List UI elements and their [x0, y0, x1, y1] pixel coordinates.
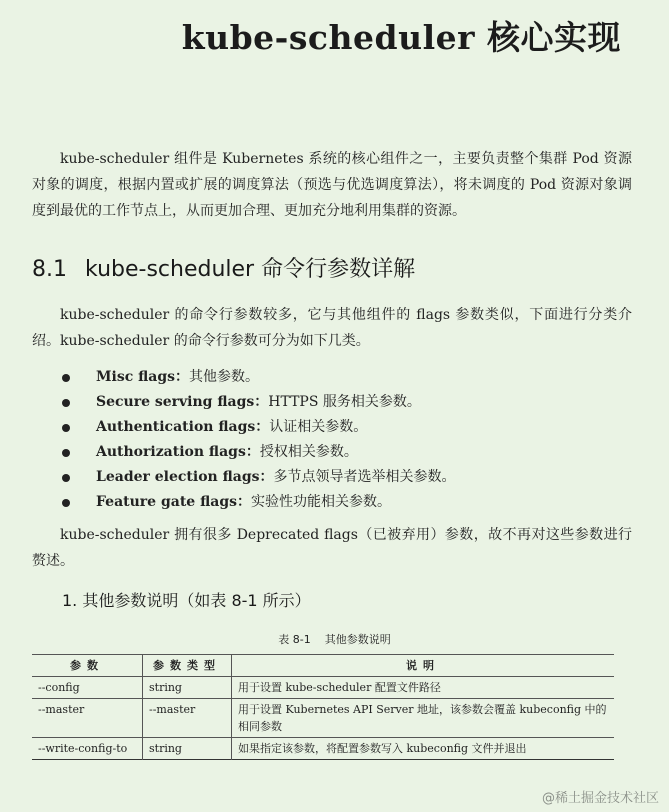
list-item: [62, 390, 456, 415]
bullet-icon: [62, 449, 70, 457]
intro-paragraph: kube-scheduler 组件是 Kubernetes 系统的核心组件之一，主要负责整个集群 Pod 资源对象的调度，根据内置或扩展的调度算法（预选与优选调度算法），将未调度的 Pod 资源对象调度到最优的工作节点上，从而更加合理、更加充分地利用集群的资源。: [32, 151, 632, 219]
section-title: kube-scheduler 命令行参数详解: [85, 257, 416, 282]
cell-type: string: [143, 677, 232, 699]
cell-type: --master: [143, 699, 232, 738]
table-row: [32, 677, 614, 699]
flag-desc: 其他参数。: [189, 369, 260, 385]
list-item: [62, 365, 456, 390]
flag-desc: 授权相关参数。: [259, 444, 358, 460]
flag-desc: 多节点领导者选举相关参数。: [273, 469, 456, 485]
list-item: [62, 440, 456, 465]
flag-category-list: [62, 365, 456, 515]
table-caption-title: 其他参数说明: [324, 633, 391, 646]
cell-desc: 用于设置 kube-scheduler 配置文件路径: [232, 677, 615, 699]
table-header-row: [32, 655, 614, 677]
flag-name: Authentication flags：: [96, 419, 270, 435]
flag-desc: 认证相关参数。: [269, 419, 368, 435]
header-param: 参数: [32, 655, 143, 677]
flag-name: Authorization flags：: [96, 444, 260, 460]
flag-name: Feature gate flags：: [96, 494, 251, 510]
flag-name: Secure serving flags：: [96, 394, 269, 410]
cell-desc: 用于设置 Kubernetes API Server 地址，该参数会覆盖 kubeconfig 中的相同参数: [232, 699, 615, 738]
bullet-icon: [62, 424, 70, 432]
flag-name: Leader election flags：: [96, 469, 274, 485]
bullet-icon: [62, 499, 70, 507]
header-desc: 说明: [232, 655, 615, 677]
list-item: [62, 465, 456, 490]
table-row: [32, 699, 614, 738]
cell-param: --write-config-to: [32, 738, 143, 760]
table-caption-number: 表 8-1: [278, 633, 311, 646]
flag-name: Misc flags：: [96, 369, 190, 385]
list-item: [62, 490, 456, 515]
section-heading: [32, 252, 415, 283]
cell-desc: 如果指定该参数，将配置参数写入 kubeconfig 文件并退出: [232, 738, 615, 760]
header-type: 参数类型: [143, 655, 232, 677]
bullet-icon: [62, 374, 70, 382]
cell-type: string: [143, 738, 232, 760]
watermark: @稀土掘金技术社区: [541, 791, 659, 806]
deprecated-paragraph: kube-scheduler 拥有很多 Deprecated flags（已被弃用）参数，故不再对这些参数进行赘述。: [32, 527, 632, 569]
table-row: [32, 738, 614, 760]
list-item: [62, 415, 456, 440]
section-number: 8.1: [32, 257, 67, 282]
cell-param: --config: [32, 677, 143, 699]
table-caption: [0, 631, 669, 647]
flag-desc: HTTPS 服务相关参数。: [268, 394, 421, 410]
chapter-title: kube-scheduler 核心实现: [181, 18, 621, 57]
bullet-icon: [62, 474, 70, 482]
subsection-title: 1. 其他参数说明（如表 8-1 所示）: [62, 591, 311, 610]
params-table: [32, 654, 614, 760]
cell-param: --master: [32, 699, 143, 738]
bullet-icon: [62, 399, 70, 407]
flag-desc: 实验性功能相关参数。: [250, 494, 391, 510]
section-paragraph: kube-scheduler 的命令行参数较多，它与其他组件的 flags 参数类似，下面进行分类介绍。kube-scheduler 的命令行参数可分为如下几类。: [32, 307, 632, 349]
